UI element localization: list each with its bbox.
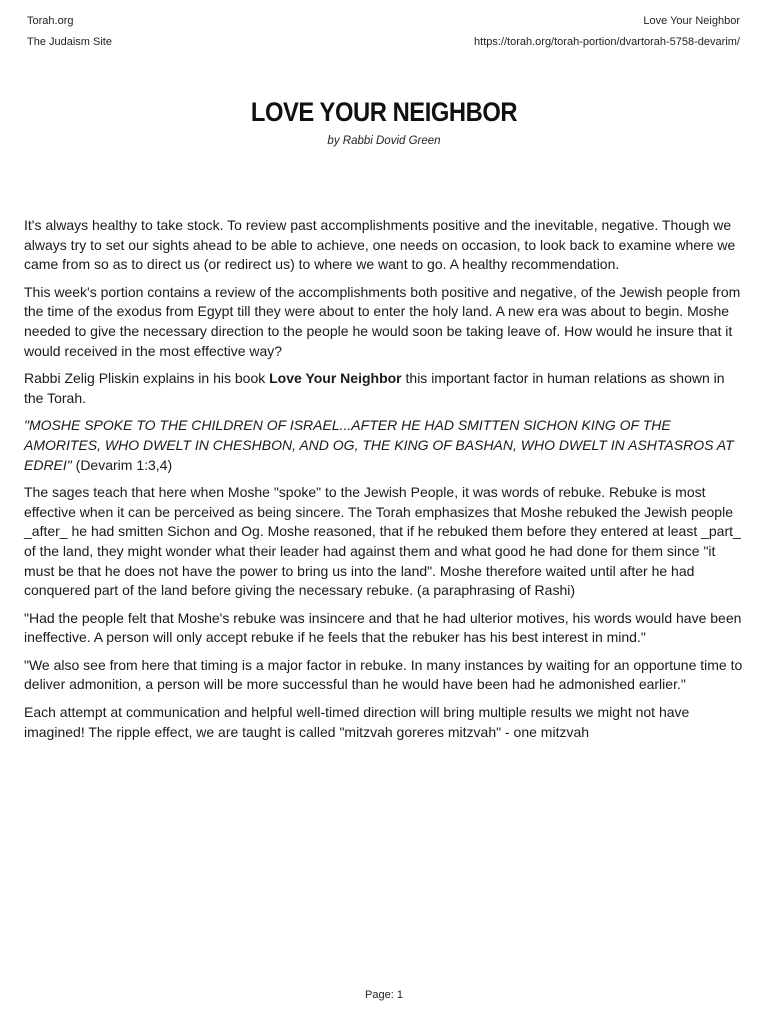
article-body xyxy=(24,216,746,750)
verse-quote: "MOSHE SPOKE TO THE CHILDREN OF ISRAEL...AFTER HE HAD SMITTEN SICHON KING OF THE AMORITES, WHO DWELT IN CHESHBON, AND OG, THE KING OF BASHAN, WHO DWELT IN ASHTASROS AT EDREI" xyxy=(24,417,734,473)
site-name: Torah.org xyxy=(27,15,74,27)
pliskin-text-after: this important factor in human relations as shown in the Torah. xyxy=(24,370,725,406)
article-title: LOVE YOUR NEIGHBOR xyxy=(250,97,518,127)
book-title: Love Your Neighbor xyxy=(269,370,402,387)
paragraph-intro: It's always healthy to take stock. To review past accomplishments positive and the inevitable, negative. Though we always try to set our sights ahead to be able to achieve, one needs on occasion, to look back to examine where we came from so as to direct us (or redirect us) to where we want to go. A healthy recommendation. xyxy=(24,217,736,273)
pliskin-text-before: Rabbi Zelig Pliskin explains in his book xyxy=(24,370,270,387)
paragraph-ripple: Each attempt at communication and helpful well-timed direction will bring multiple results we might not have imagined! The ripple effect, we are taught is called "mitzvah goreres mitzvah" - one mitzvah xyxy=(24,704,690,740)
paragraph-portion-review: This week's portion contains a review of the accomplishments both positive and negative, of the Jewish people from the time of the exodus from Egypt till they were about to enter the holy land. A new era was about to begin. Moshe needed to give the necessary direction to the people he would soon be taking leave of. How would he insure that it would received in the most effective way? xyxy=(24,283,741,359)
site-tagline: The Judaism Site xyxy=(27,36,112,48)
paragraph-sages: The sages teach that here when Moshe "spoke" to the Jewish People, it was words of rebuke. Rebuke is most effective when it can be perceived as being sincere. The Torah emphasizes that Moshe rebuked the Jewish people _after_ he had smitten Sichon and Og. Moshe reasoned, that if he rebuked them before they entered at least _part_ of the land, they might wonder what their leader had against them and what good he had done for them since "it must be that he does not have the power to bring us into the land". Moshe therefore waited until after he had conquered part of the land before giving the necessary rebuke. (a paraphrasing of Rashi) xyxy=(24,484,741,599)
paragraph-sincerity: "Had the people felt that Moshe's rebuke was insincere and that he had ulterior motives, his words would have been ineffective. A person will only accept rebuke if he feels that the rebuker has his best interest in mind." xyxy=(24,609,742,646)
verse-source: (Devarim 1:3,4) xyxy=(71,456,173,473)
paragraph-timing: "We also see from here that timing is a major factor in rebuke. In many instances by waiting for an opportune time to deliver admonition, a person will be more successful than he would have been had he admonished earlier." xyxy=(24,656,743,693)
page-url: https://torah.org/torah-portion/dvartorah-5758-devarim/ xyxy=(474,36,740,48)
paragraph-verse xyxy=(24,416,746,475)
paragraph-pliskin xyxy=(24,369,746,408)
document-title-header: Love Your Neighbor xyxy=(643,15,740,27)
article-byline: by Rabbi Dovid Green xyxy=(327,135,441,147)
page-number: Page: 1 xyxy=(365,989,403,1001)
